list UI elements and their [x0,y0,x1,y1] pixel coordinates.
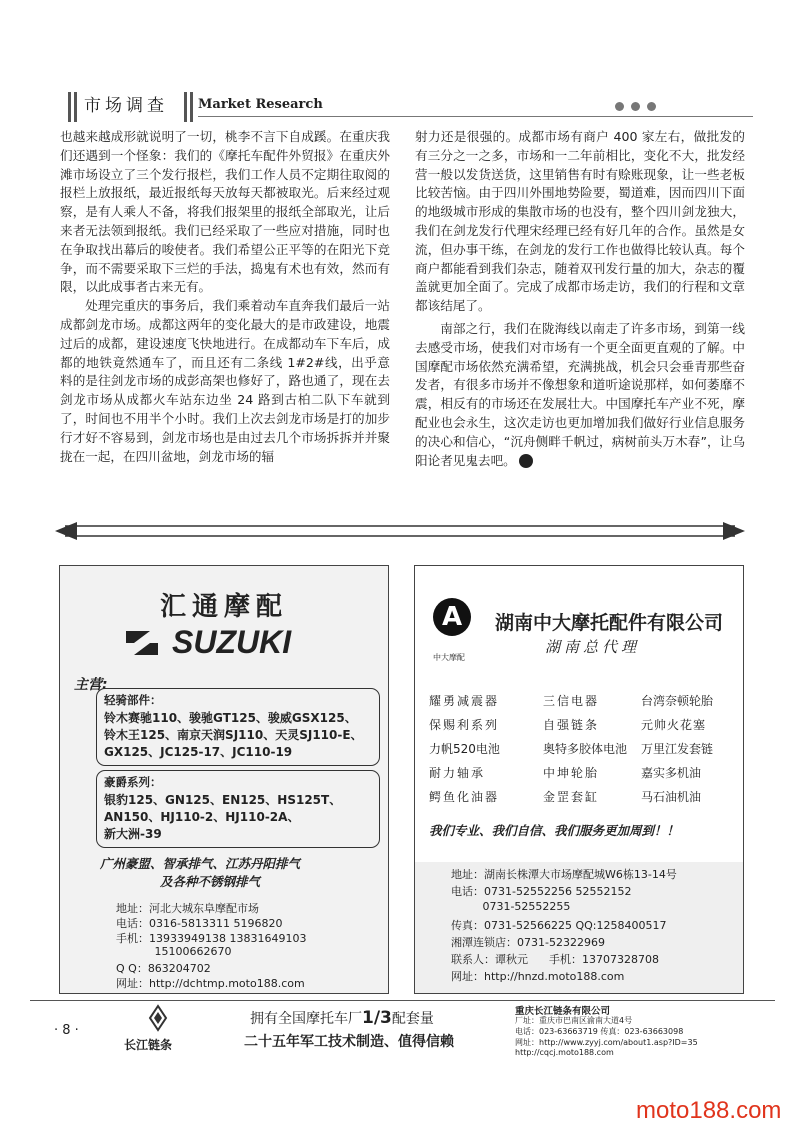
footer-info-line: 电话：023-63663719 传真：023-63663098 [515,1027,684,1036]
header-bar-mid [184,92,187,122]
ad-group-line: 银豹125、GN125、EN125、HS125T、 [104,793,342,807]
ad-group-line: GX125、JC125-17、JC110-19 [104,745,293,759]
ad-group-title: 豪爵系列： [104,775,162,789]
ad-contact-line: 电话：0316-5813311 5196820 [116,917,283,930]
header-dot [615,102,624,111]
footer-slogan-2: 二十五年军工技术制造、值得信赖 [244,1034,454,1050]
ad-contact-line: 湘潭连锁店：0731-52322969 [451,936,605,949]
footer-rule [30,1000,775,1001]
product-item: 中坤轮胎 [543,766,600,780]
advertisement-zhongda [414,565,744,994]
ad-contact-line: 地址：湖南长株潭大市场摩配城W6栋13-14号 [451,868,677,881]
ad-contact-line: 手机：13933949138 13831649103 [116,932,307,945]
page-number: · 8 · [54,1023,79,1038]
ad-group-line: 铃木王125、南京天润SJ110、天灵SJ110-E、 [104,728,363,742]
product-item: 耐力轴承 [429,766,486,780]
ad-group-line: 铃木赛驰110、骏驰GT125、骏威GSX125、 [104,711,357,725]
product-item: 金罡套缸 [543,790,600,804]
ad-group-line: 新大洲-39 [104,827,162,841]
footer-slogan-suffix: 配套量 [391,1011,434,1027]
advertisement-huitong [59,565,389,994]
footer-logo-text: 长江链条 [124,1038,173,1052]
article-end-mark: M [519,454,533,468]
double-arrow-divider [55,516,745,546]
watermark: moto188.com [636,1097,782,1124]
article-paragraph: 南部之行，我们在陇海线以南走了许多市场，到第一线去感受市场，使我们对市场有一个更全面更直观的了解。中国摩配市场依然充满希望，充满挑战，机会只会垂青那些奋发者，有很多市场并不像想象和道听途说那样，如何萎靡不震，相反有的市场还在发展壮大。中国摩托车产业不死，摩配业也会永生，这次走访也更加增加我们做好行业信息服务的决心和信心，“沉舟侧畔千帆过，病树前头万木春”，让乌阳论者见鬼去吧。 [415,320,745,468]
product-item: 嘉实多机油 [641,766,702,780]
footer-slogan-highlight: 1/3 [362,1008,392,1028]
article-paragraph: 也越来越成形就说明了一切，桃李不言下自成蹊。在重庆我们还遇到一个怪象：我们的《摩托车配件外贸报》在重庆外滩市场设立了三个发行报栏，我们工作人员不定期往取阅的报栏上放报纸，最近报纸每天放每天都被取光。后来经过观察，是有人乘人不备，将我们报架里的报纸全部取光，让后来者无法领到报纸。我们已经采取了一些应对措施，同时也在争取找出幕后的唆使者。我们希望公正平等的在阳光下竞争，而不需要采取下三烂的手法，捣鬼有术也有效，然而有限，以此成事者古来无有。 [60,129,390,295]
section-title: 市场调查 [84,96,168,116]
footer-info-line: 厂址：重庆市巴南区渝南大道4号 [515,1016,633,1025]
ad-slogan-line: 及各种不锈钢排气 [160,874,261,889]
ad-contact-line: 网址：http://dchtmp.moto188.com [116,977,305,990]
ad-company-name: 湖南中大摩托配件有限公司 [495,612,724,634]
header-dot [647,102,656,111]
ad-contact-line: 0731-52552255 [451,900,571,913]
article-paragraph: 射力还是很强的。成都市场有商户 400 家左右，做批发的有三分之一之多，市场和一二年前相比，变化不大，批发经营一般以发货送货，这里销售有时有赊账现象，让一些老板比较苦恼。由于四川外围地势险要，蜀道难，因而四川下面的地级城市形成的集散市场的也没有，整个四川剑龙独大，我们在剑龙发行代理宋经理已经有好几年的合作。虽然是女流，但办事干练，在剑龙的发行工作也做得比较认真。每个商户都能看到我们杂志，随着双刊发行量的加大，杂志的覆盖就更加全面了。完成了成都市场走访，我们的行程和文章都该结尾了。 [415,129,745,314]
ad-contact-line: Q Q：863204702 [116,962,211,975]
product-item: 保赐利系列 [429,718,500,732]
product-item: 三信电器 [543,694,600,708]
ad-main-label: 主营: [74,677,108,693]
product-item: 元帅火花塞 [641,718,707,732]
ad-contact-line: 15100662670 [116,945,232,958]
ad-group-title: 轻骑部件： [104,693,162,707]
ad-contact-line: 传真：0731-52566225 QQ:1258400517 [451,919,667,932]
product-item: 奥特多胶体电池 [543,742,628,756]
footer-info-line: 网址：http://www.zyyj.com/about1.asp?ID=35 [515,1038,698,1047]
suzuki-logo-icon [120,621,164,665]
ad-slogan-line: 广州豪盟、智承排气、江苏丹阳排气 [100,856,301,871]
zhongda-logo-icon [433,598,471,636]
product-item: 耀勇减震器 [429,694,500,708]
ad-brand: SUZUKI [172,624,292,660]
ad-contact-line: 网址：http://hnzd.moto188.com [451,970,625,983]
footer-info-line: http://cqcj.moto188.com [515,1048,614,1057]
ad-contact-line: 电话：0731-52552256 52552152 [451,885,632,898]
changjiang-logo-icon [140,1004,176,1032]
article-column-right [415,128,745,470]
article-column-left [60,128,390,466]
product-item: 万里江发套链 [641,742,714,756]
ad-group-line: AN150、HJ110-2、HJ110-2A、 [104,810,300,824]
ad-slogan: 我们专业、我们自信、我们服务更加周到！！ [429,823,680,838]
header-bar-left-2 [74,92,77,122]
product-item: 台湾奈顿轮胎 [641,694,714,708]
footer-company: 重庆长江链条有限公司 [515,1006,611,1017]
ad-agent-label: 湖南总代理 [545,638,641,656]
product-item: 自强链条 [543,718,600,732]
header-bar-mid-2 [190,92,193,122]
footer-slogan-prefix: 拥有全国摩托车厂 [250,1011,362,1027]
section-subtitle: Market Research [198,97,323,112]
logo-caption: 中大摩配 [433,653,465,662]
ad-title: 汇通摩配 [159,592,288,622]
product-item: 马石油机油 [641,790,702,804]
product-item: 力帆520电池 [429,742,500,756]
header-rule [198,116,753,117]
ad-contact-line: 地址：河北大城东阜摩配市场 [116,902,259,915]
footer-slogan-1 [250,1008,434,1028]
logo-letter: A [441,602,463,632]
article-paragraph: 处理完重庆的事务后，我们乘着动车直奔我们最后一站成都剑龙市场。成都这两年的变化最大的是市政建设，地震过后的成都，建设速度飞快地进行。在成都动车下车后，成都的地铁竟然通车了，而且还有二条线 1#2#线，出乎意料的是往剑龙市场的成彭高架也修好了，路也通了，现在去剑龙市场从成都火车站东边坐 24 路到古柏二队下车就到了，时间也不用半个小时。我们上次去剑龙市场是打的加步行才好不容易到，剑龙市场也是由过去几个市场拆拆并并聚拢在一起，在四川盆地，剑龙市场的辐 [60,298,390,464]
header-bar-left [68,92,71,122]
product-item: 鳄鱼化油器 [429,790,500,804]
ad-contact-line: 联系人：谭秋元 手机：13707328708 [451,953,659,966]
header-dot [631,102,640,111]
